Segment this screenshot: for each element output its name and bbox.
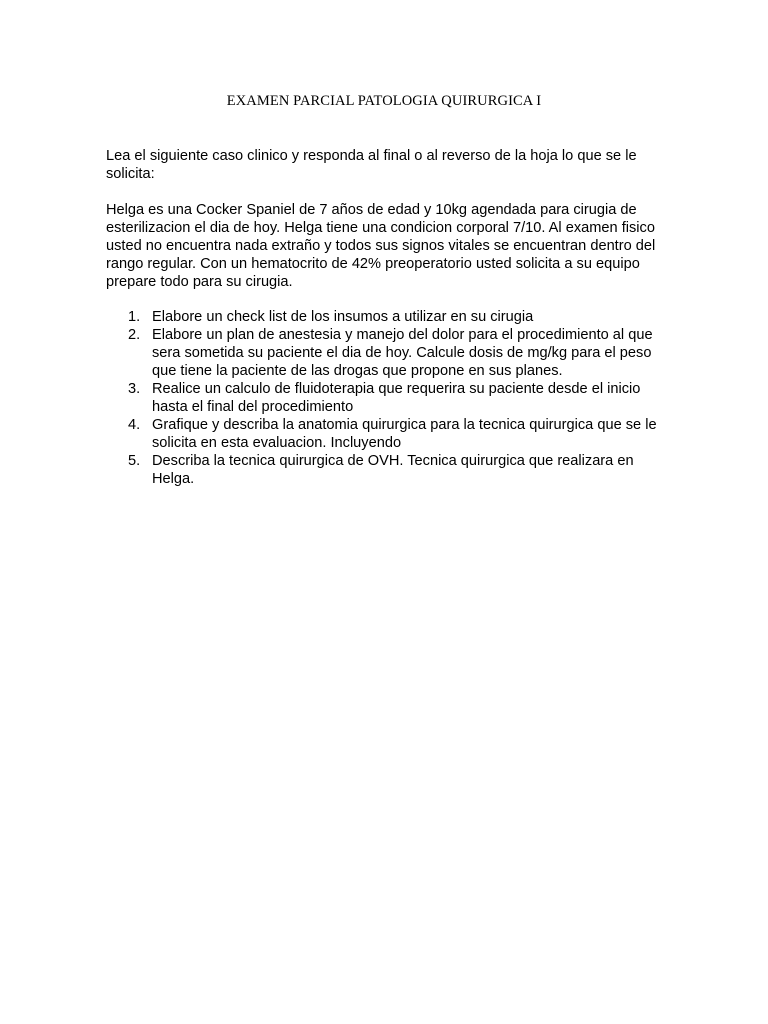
list-item xyxy=(106,452,666,488)
question-text: Elabore un plan de anestesia y manejo del dolor para el procedimiento al que sera sometida su paciente el dia de hoy. Calcule dosis de mg/kg para el peso que tiene la paciente de las drogas que propone en sus planes. xyxy=(152,327,653,379)
case-description-paragraph: Helga es una Cocker Spaniel de 7 años de edad y 10kg agendada para cirugia de esterilizacion el dia de hoy. Helga tiene una condicion corporal 7/10. Al examen fisico usted no encuentra nada extraño y todos sus signos vitales se encuentran dentro del rango regular. Con un hematocrito de 42% preoperatorio usted solicita a su equipo prepare todo para su cirugia. xyxy=(106,202,656,290)
list-item xyxy=(106,308,666,326)
list-item xyxy=(106,326,666,380)
list-item xyxy=(106,380,666,416)
exam-title: EXAMEN PARCIAL PATOLOGIA QUIRURGICA I xyxy=(226,93,542,109)
question-number: 1. xyxy=(128,309,141,325)
question-text: Describa la tecnica quirurgica de OVH. Tecnica quirurgica que realizara en Helga. xyxy=(152,453,634,487)
list-item xyxy=(106,416,666,452)
instructions-paragraph: Lea el siguiente caso clinico y responda al final o al reverso de la hoja lo que se le solicita: xyxy=(106,148,637,182)
question-text: Grafique y describa la anatomia quirurgica para la tecnica quirurgica que se le solicita en esta evaluacion. Incluyendo xyxy=(152,417,657,451)
question-number: 4. xyxy=(128,417,141,433)
question-text: Elabore un check list de los insumos a utilizar en su cirugia xyxy=(152,309,534,325)
question-number: 5. xyxy=(128,453,141,469)
question-list xyxy=(106,308,666,488)
question-text: Realice un calculo de fluidoterapia que requerira su paciente desde el inicio hasta el final del procedimiento xyxy=(152,381,641,415)
question-number: 2. xyxy=(128,327,141,343)
question-number: 3. xyxy=(128,381,141,397)
